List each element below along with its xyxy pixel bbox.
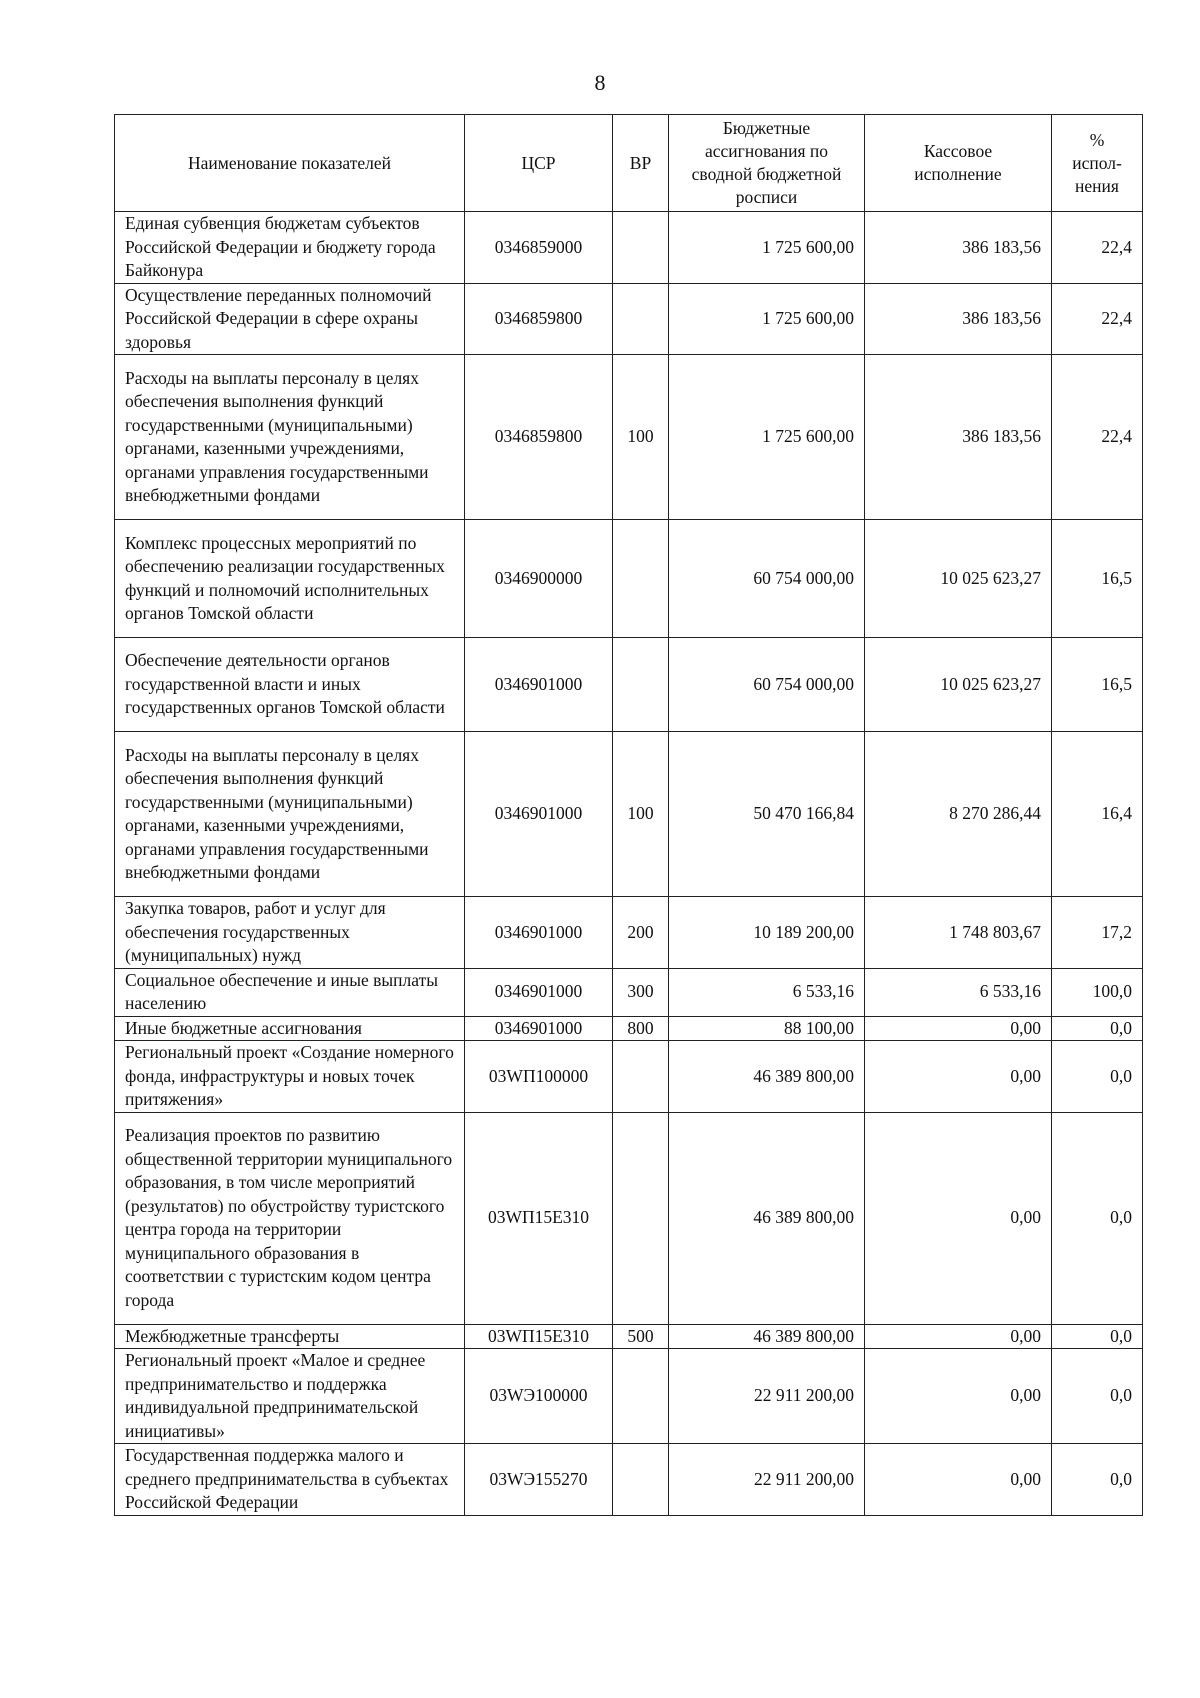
header-name: Наименование показателей: [115, 115, 465, 212]
row-vr: 500: [613, 1324, 669, 1349]
row-budget: 22 911 200,00: [669, 1444, 865, 1516]
row-vr: [613, 1444, 669, 1516]
row-csr: 0346901000: [465, 732, 613, 897]
row-percent: 0,0: [1052, 1444, 1143, 1516]
table-row: [115, 638, 1143, 732]
row-csr: 03WП100000: [465, 1041, 613, 1113]
row-name: Иные бюджетные ассигнования: [115, 1016, 465, 1041]
row-cash: 0,00: [865, 1349, 1052, 1444]
page-number: 8: [594, 70, 606, 95]
table-row: [115, 1112, 1143, 1324]
header-budget: Бюджетные ассигнования по сводной бюджетной росписи: [669, 115, 865, 212]
row-budget: 1 725 600,00: [669, 283, 865, 355]
row-vr: [613, 1041, 669, 1113]
row-budget: 1 725 600,00: [669, 355, 865, 520]
row-vr: [613, 283, 669, 355]
row-percent: 16,4: [1052, 732, 1143, 897]
row-csr: 0346900000: [465, 520, 613, 638]
row-vr: 100: [613, 732, 669, 897]
row-csr: 03WЭ155270: [465, 1444, 613, 1516]
row-cash: 8 270 286,44: [865, 732, 1052, 897]
row-cash: 0,00: [865, 1444, 1052, 1516]
row-csr: 0346901000: [465, 1016, 613, 1041]
row-budget: 1 725 600,00: [669, 212, 865, 284]
row-budget: 60 754 000,00: [669, 520, 865, 638]
row-vr: [613, 212, 669, 284]
row-cash: 386 183,56: [865, 283, 1052, 355]
row-vr: [613, 1112, 669, 1324]
row-percent: 22,4: [1052, 355, 1143, 520]
row-csr: 0346901000: [465, 968, 613, 1016]
row-vr: 200: [613, 897, 669, 969]
row-cash: 1 748 803,67: [865, 897, 1052, 969]
row-csr: 0346859000: [465, 212, 613, 284]
row-budget: 22 911 200,00: [669, 1349, 865, 1444]
table-row: [115, 1349, 1143, 1444]
row-percent: 0,0: [1052, 1112, 1143, 1324]
row-cash: 386 183,56: [865, 212, 1052, 284]
row-cash: 0,00: [865, 1016, 1052, 1041]
row-percent: 22,4: [1052, 283, 1143, 355]
table-row: [115, 355, 1143, 520]
table-row: [115, 520, 1143, 638]
row-percent: 0,0: [1052, 1324, 1143, 1349]
row-name: Осуществление переданных полномочий Российской Федерации в сфере охраны здоровья: [115, 283, 465, 355]
row-percent: 0,0: [1052, 1349, 1143, 1444]
row-vr: 800: [613, 1016, 669, 1041]
row-budget: 46 389 800,00: [669, 1041, 865, 1113]
header-percent: % испол-нения: [1052, 115, 1143, 212]
row-vr: [613, 638, 669, 732]
row-csr: 03WП15E310: [465, 1324, 613, 1349]
row-percent: 17,2: [1052, 897, 1143, 969]
table-row: [115, 212, 1143, 284]
table-row: [115, 1041, 1143, 1113]
table-row: [115, 1444, 1143, 1516]
table-row: [115, 283, 1143, 355]
row-vr: [613, 520, 669, 638]
row-csr: 0346859800: [465, 355, 613, 520]
row-name: Социальное обеспечение и иные выплаты населению: [115, 968, 465, 1016]
row-name: Государственная поддержка малого и среднего предпринимательства в субъектах Российской Федерации: [115, 1444, 465, 1516]
header-vr: ВР: [613, 115, 669, 212]
header-csr: ЦСР: [465, 115, 613, 212]
row-cash: 0,00: [865, 1112, 1052, 1324]
row-csr: 0346901000: [465, 638, 613, 732]
row-budget: 46 389 800,00: [669, 1112, 865, 1324]
row-name: Комплекс процессных мероприятий по обеспечению реализации государственных функций и полномочий исполнительных органов Томской области: [115, 520, 465, 638]
row-cash: 10 025 623,27: [865, 520, 1052, 638]
row-vr: [613, 1349, 669, 1444]
row-name: Межбюджетные трансферты: [115, 1324, 465, 1349]
row-budget: 10 189 200,00: [669, 897, 865, 969]
row-budget: 6 533,16: [669, 968, 865, 1016]
table-header-row: [115, 115, 1143, 212]
row-percent: 16,5: [1052, 520, 1143, 638]
row-csr: 0346901000: [465, 897, 613, 969]
row-name: Единая субвенция бюджетам субъектов Российской Федерации и бюджету города Байконура: [115, 212, 465, 284]
row-budget: 60 754 000,00: [669, 638, 865, 732]
row-percent: 16,5: [1052, 638, 1143, 732]
row-cash: 0,00: [865, 1041, 1052, 1113]
row-percent: 100,0: [1052, 968, 1143, 1016]
row-budget: 46 389 800,00: [669, 1324, 865, 1349]
table-row: [115, 1324, 1143, 1349]
table-row: [115, 732, 1143, 897]
table-row: [115, 968, 1143, 1016]
row-percent: 0,0: [1052, 1016, 1143, 1041]
row-vr: 300: [613, 968, 669, 1016]
row-csr: 03WП15E310: [465, 1112, 613, 1324]
row-name: Расходы на выплаты персоналу в целях обеспечения выполнения функций государственными (муниципальными) органами, казенными учреждениями, органами управления государственными внебюджетными фондами: [115, 355, 465, 520]
row-name: Реализация проектов по развитию общественной территории муниципального образования, в том числе мероприятий (результатов) по обустройству туристского центра города на территории муниципального образования в соответствии с туристским кодом центра города: [115, 1112, 465, 1324]
row-csr: 03WЭ100000: [465, 1349, 613, 1444]
row-name: Закупка товаров, работ и услуг для обеспечения государственных (муниципальных) нужд: [115, 897, 465, 969]
budget-table: [114, 114, 1143, 1516]
row-budget: 50 470 166,84: [669, 732, 865, 897]
row-cash: 6 533,16: [865, 968, 1052, 1016]
table-row: [115, 1016, 1143, 1041]
header-cash: Кассовое исполнение: [865, 115, 1052, 212]
row-percent: 22,4: [1052, 212, 1143, 284]
row-percent: 0,0: [1052, 1041, 1143, 1113]
row-name: Расходы на выплаты персоналу в целях обеспечения выполнения функций государственными (муниципальными) органами, казенными учреждениями, органами управления государственными внебюджетными фондами: [115, 732, 465, 897]
row-vr: 100: [613, 355, 669, 520]
row-name: Региональный проект «Создание номерного фонда, инфраструктуры и новых точек притяжения»: [115, 1041, 465, 1113]
row-cash: 0,00: [865, 1324, 1052, 1349]
row-cash: 386 183,56: [865, 355, 1052, 520]
row-name: Обеспечение деятельности органов государственной власти и иных государственных органов Томской области: [115, 638, 465, 732]
row-budget: 88 100,00: [669, 1016, 865, 1041]
table-row: [115, 897, 1143, 969]
row-cash: 10 025 623,27: [865, 638, 1052, 732]
row-name: Региональный проект «Малое и среднее предпринимательство и поддержка индивидуальной предпринимательской инициативы»: [115, 1349, 465, 1444]
row-csr: 0346859800: [465, 283, 613, 355]
